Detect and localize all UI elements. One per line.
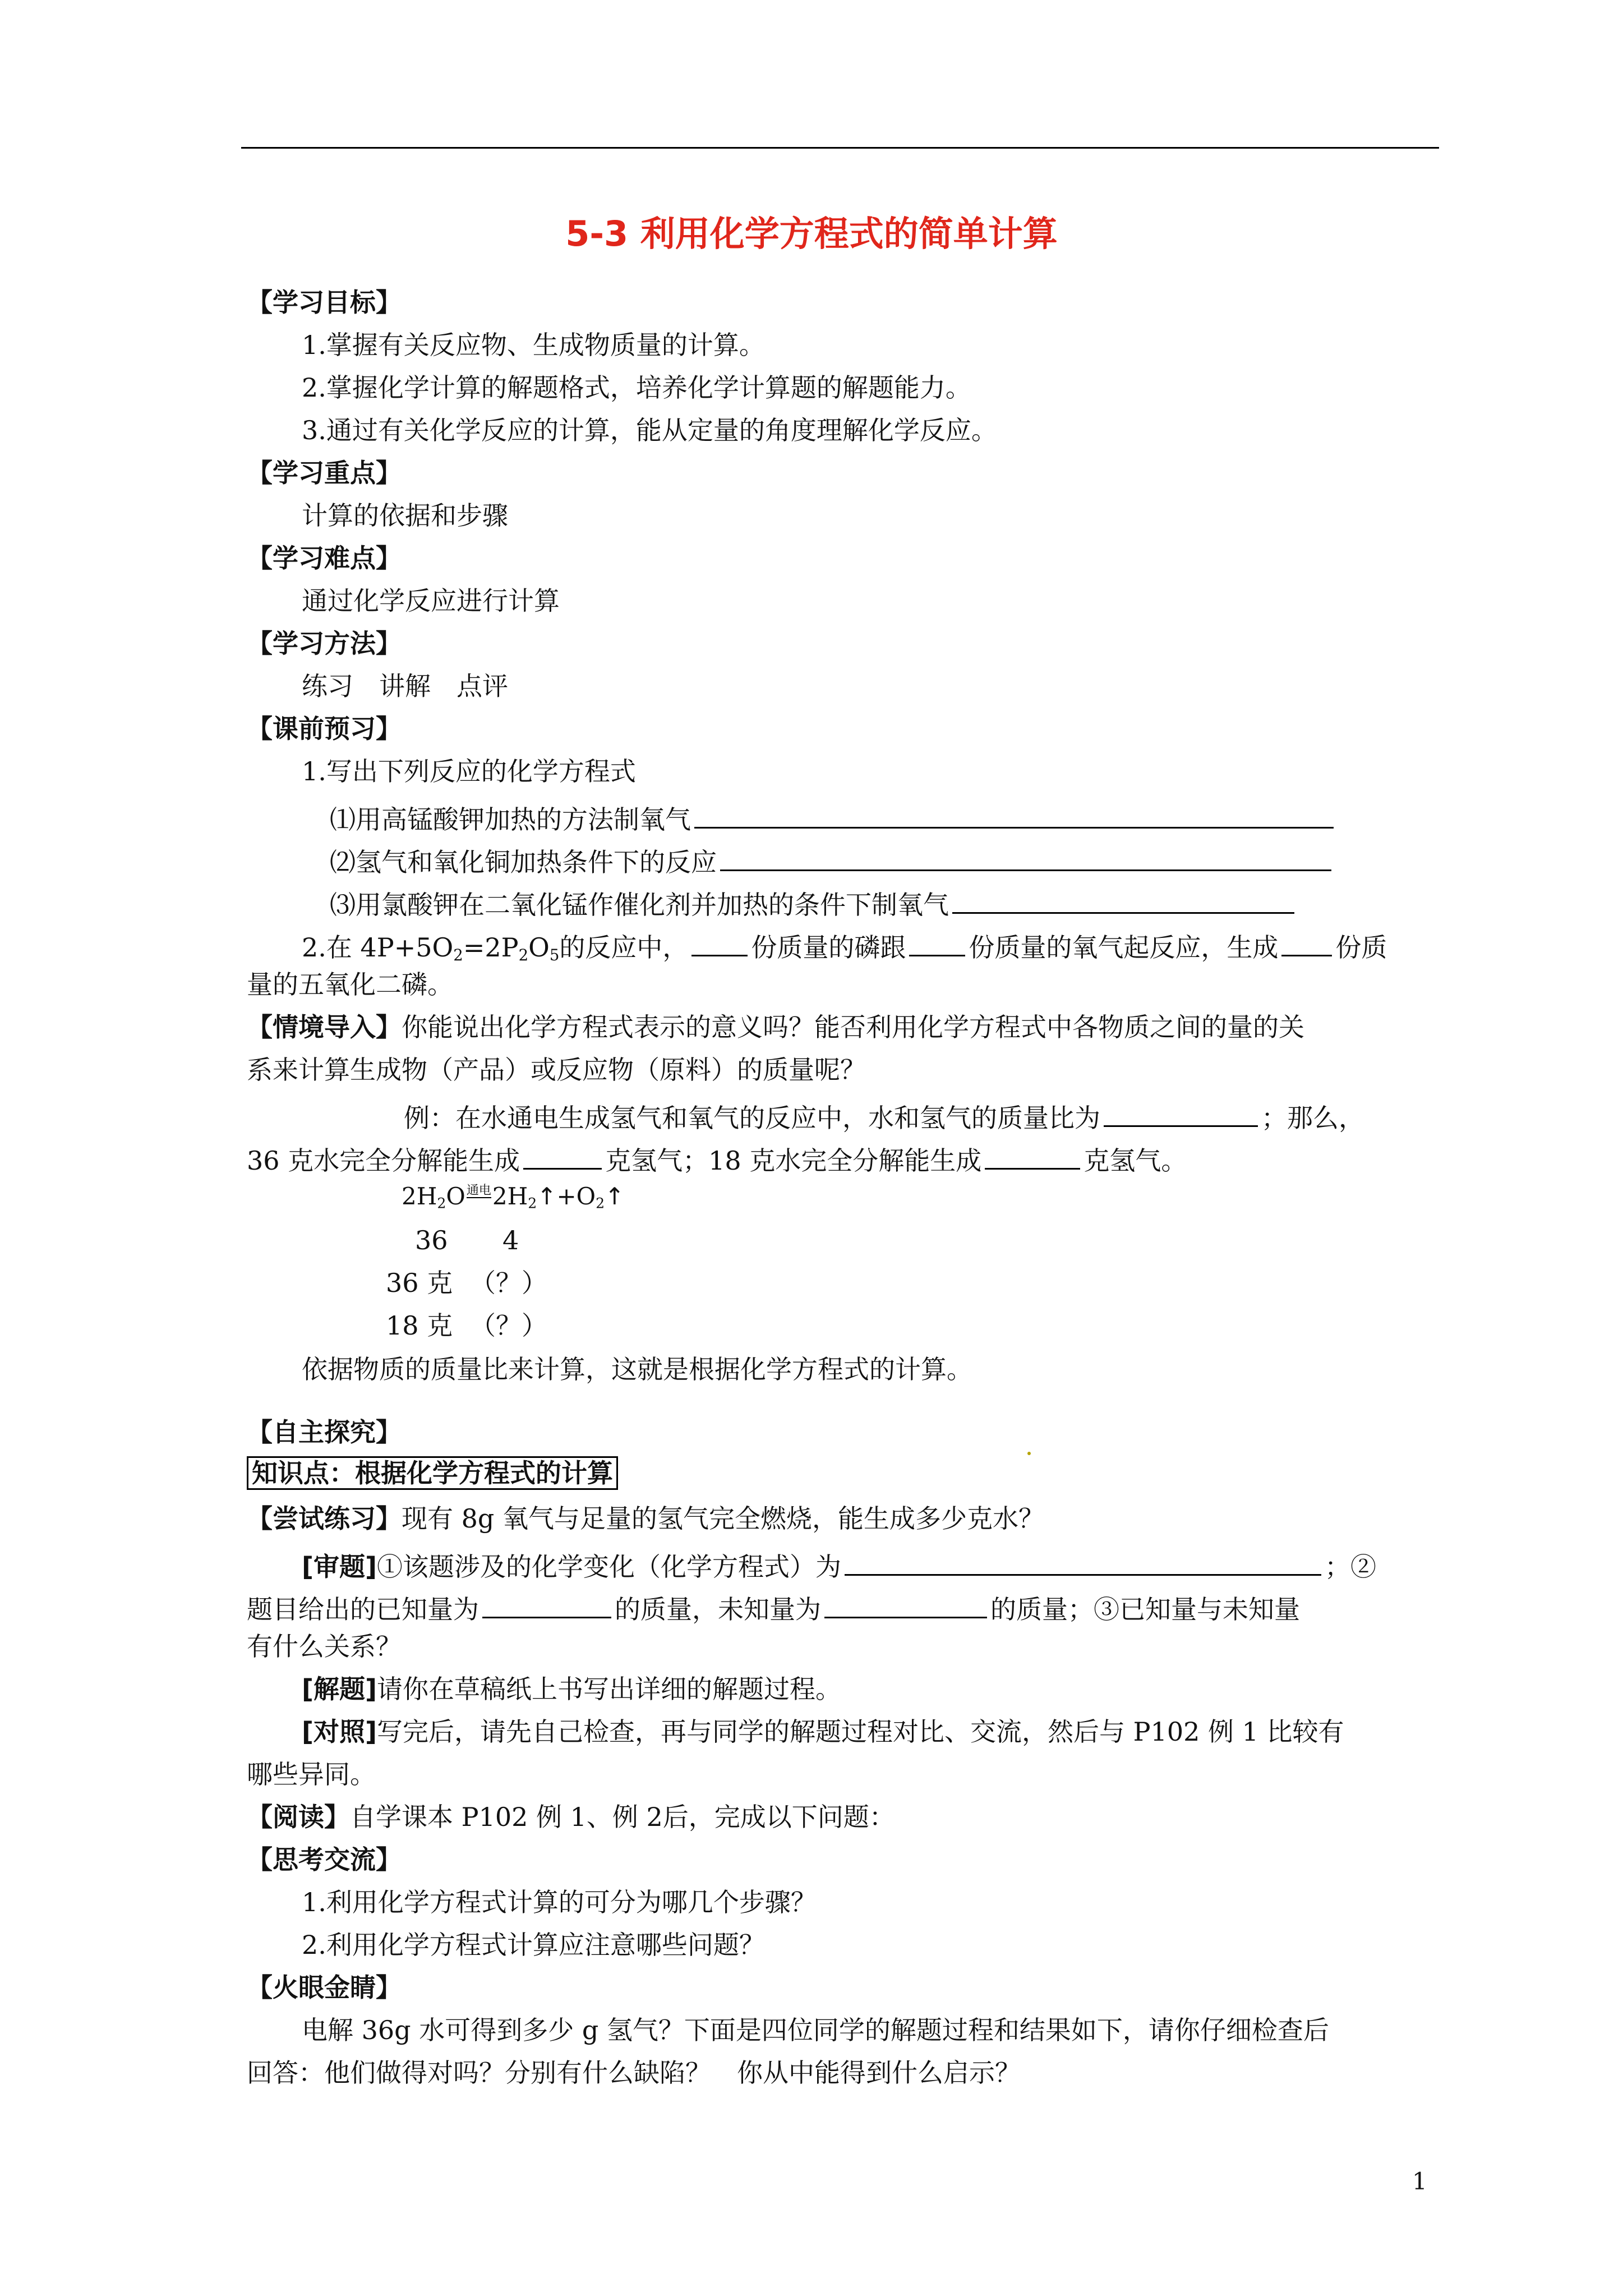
practice-line (247, 1503, 1044, 1534)
review-text: 的质量，未知量为 (615, 1594, 821, 1625)
focus-text: 计算的依据和步骤 (302, 500, 508, 531)
method-heading: 【学习方法】 (247, 628, 402, 659)
preview-heading: 【课前预习】 (247, 714, 402, 744)
review-line (247, 1591, 1300, 1625)
answer-blank[interactable] (523, 1142, 602, 1170)
sharp-eyes-heading: 【火眼金睛】 (247, 1972, 402, 2003)
intro-conclusion: 依据物质的质量比来计算，这就是根据化学方程式的计算。 (302, 1354, 972, 1384)
subscript: 2 (596, 1195, 605, 1212)
subscript: 5 (549, 945, 560, 964)
equation-text: +O (556, 1182, 596, 1210)
subscript: 2 (518, 945, 529, 964)
knowledge-point-box (247, 1456, 618, 1490)
knowledge-point: 知识点：根据化学方程式的计算 (247, 1456, 618, 1490)
reading-heading: 【阅读】 (247, 1802, 350, 1832)
difficulty-text: 通过化学反应进行计算 (302, 586, 560, 616)
solve-label: [解题] (302, 1674, 377, 1704)
preview-q1: 1.写出下列反应的化学方程式 (302, 756, 636, 786)
answer-blank[interactable] (909, 929, 965, 956)
check-text: 写完后，请先自己检查，再与同学的解题过程对比、交流，然后与 P102 例 1 比较有 (377, 1717, 1344, 1747)
preview-q2-cont: 量的五氧化二磷。 (247, 969, 453, 1000)
question-text: 份质量的氧气起反应，生成 (969, 932, 1279, 963)
answer-blank[interactable] (1104, 1099, 1258, 1127)
equation-text: 2.在 4P+5O (302, 932, 454, 963)
answer-blank[interactable] (824, 1591, 987, 1618)
preview-q1-item-text: ⑶用氯酸钾在二氧化锰作催化剂并加热的条件下制氧气 (330, 890, 949, 920)
discussion-heading: 【思考交流】 (247, 1844, 402, 1875)
goals-heading: 【学习目标】 (247, 287, 402, 318)
subscript: 2 (528, 1195, 537, 1212)
mass-ratio-a: 36 (415, 1225, 448, 1255)
preview-q1-item (330, 801, 1337, 835)
review-text: ；② (1325, 1552, 1377, 1582)
subscript: 2 (437, 1195, 446, 1212)
answer-blank[interactable] (694, 801, 1334, 829)
answer-blank[interactable] (845, 1548, 1321, 1576)
review-text-cont: 有什么关系？ (247, 1631, 402, 1662)
answer-blank[interactable] (482, 1591, 611, 1618)
subscript: 2 (453, 945, 463, 964)
solve-text: 请你在草稿纸上书写出详细的解题过程。 (377, 1674, 842, 1704)
answer-blank[interactable] (1281, 929, 1332, 956)
sharp-eyes-text: 电解 36g 水可得到多少 g 氢气？下面是四位同学的解题过程和结果如下，请你仔细检查后 (302, 2015, 1329, 2045)
practice-text: 现有 8g 氧气与足量的氢气完全燃烧，能生成多少克水？ (402, 1503, 1044, 1534)
equation-text: 2H (402, 1182, 437, 1210)
answer-blank[interactable] (691, 929, 748, 956)
calc-row-b: （？） (470, 1268, 547, 1298)
question-text: 份质量的磷跟 (751, 932, 906, 963)
equation-text: 2H (492, 1182, 528, 1210)
intro-heading: 【情境导入】 (247, 1012, 402, 1042)
page-title: 5-3 利用化学方程式的简单计算 (565, 213, 1058, 254)
intro-line (247, 1014, 1304, 1040)
preview-q1-item-text: ⑵氢气和氧化铜加热条件下的反应 (330, 847, 717, 877)
example-text: 36 克水完全分解能生成 (247, 1145, 520, 1176)
review-line (302, 1548, 1376, 1580)
answer-blank[interactable] (985, 1142, 1080, 1170)
equation-text: O (528, 932, 550, 963)
answer-blank[interactable] (720, 844, 1331, 871)
practice-heading: 【尝试练习】 (247, 1503, 402, 1534)
sharp-eyes-text-cont: 回答：他们做得对吗？分别有什么缺陷？ 你从中能得到什么启示？ (247, 2058, 1021, 2088)
explore-heading: 【自主探究】 (247, 1417, 402, 1447)
preview-q1-item-text: ⑴用高锰酸钾加热的方法制氧气 (330, 804, 691, 835)
discussion-item: 1.利用化学方程式计算的可分为哪几个步骤？ (302, 1887, 817, 1917)
check-text-cont: 哪些异同。 (247, 1759, 376, 1789)
gas-arrow-icon: ↑ (537, 1182, 557, 1210)
preview-q2 (302, 929, 1387, 963)
intro-text-cont: 系来计算生成物（产品）或反应物（原料）的质量呢？ (247, 1055, 866, 1085)
goal-item: 3.通过有关化学反应的计算，能从定量的角度理解化学反应。 (302, 415, 997, 445)
stray-dot (1027, 1452, 1031, 1455)
review-text: 题目给出的已知量为 (247, 1594, 479, 1625)
header-rule (241, 147, 1439, 149)
calc-row-b: （？） (470, 1310, 547, 1341)
example-line (404, 1099, 1364, 1131)
calc-row-a: 18 克 (386, 1310, 453, 1341)
example-text: 克氢气。 (1083, 1145, 1187, 1176)
difficulty-heading: 【学习难点】 (247, 543, 402, 573)
answer-blank[interactable] (952, 886, 1294, 914)
method-text: 练习 讲解 点评 (302, 671, 508, 701)
equation-text: =2P (463, 932, 519, 963)
equation-text: O (446, 1182, 465, 1210)
goal-item: 1.掌握有关反应物、生成物质量的计算。 (302, 330, 765, 360)
calc-row-a: 36 克 (386, 1268, 453, 1298)
question-text: 份质 (1335, 932, 1387, 963)
check-line (302, 1719, 1344, 1745)
water-equation (402, 1182, 625, 1212)
review-label: [审题] (302, 1552, 377, 1582)
mass-ratio-b: 4 (502, 1225, 519, 1255)
reaction-condition: 通电 (466, 1184, 491, 1198)
solve-line (302, 1676, 841, 1702)
reading-text: 自学课本 P102 例 1、例 2后，完成以下问题： (350, 1802, 895, 1832)
reading-line (247, 1804, 895, 1830)
preview-q1-item (330, 844, 1335, 875)
question-text: 的反应中， (559, 932, 689, 963)
example-text: ；那么， (1261, 1103, 1364, 1133)
review-text: ①该题涉及的化学变化（化学方程式）为 (377, 1552, 842, 1582)
gas-arrow-icon: ↑ (605, 1182, 625, 1210)
page-number: 1 (1412, 2168, 1427, 2195)
preview-q1-item (330, 886, 1298, 918)
intro-text: 你能说出化学方程式表示的意义吗？能否利用化学方程式中各物质之间的量的关 (402, 1012, 1304, 1042)
discussion-item: 2.利用化学方程式计算应注意哪些问题？ (302, 1930, 765, 1960)
example-line (247, 1142, 1187, 1174)
check-label: [对照] (302, 1717, 377, 1747)
goal-item: 2.掌握化学计算的解题格式，培养化学计算题的解题能力。 (302, 372, 971, 403)
focus-heading: 【学习重点】 (247, 458, 402, 488)
example-text: 克氢气；18 克水完全分解能生成 (605, 1145, 982, 1176)
review-text: 的质量；③已知量与未知量 (990, 1594, 1300, 1625)
example-text: 例：在水通电生成氢气和氧气的反应中，水和氢气的质量比为 (404, 1103, 1100, 1133)
